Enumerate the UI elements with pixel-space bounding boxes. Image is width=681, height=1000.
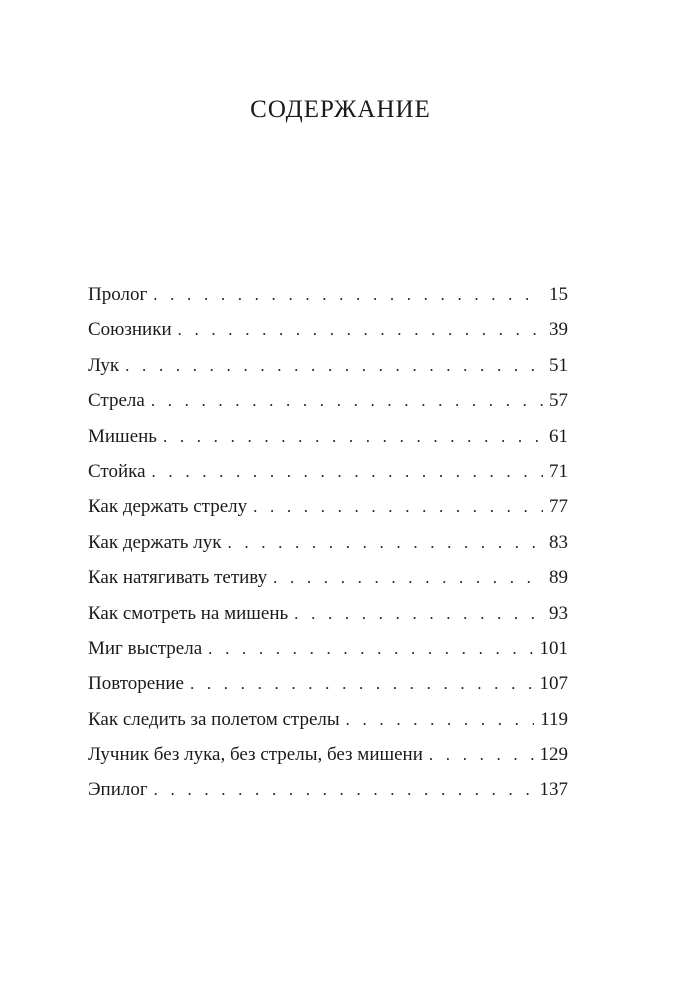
toc-entry[interactable] <box>88 779 568 814</box>
toc-entry-label: Лучник без лука, без стрелы, без мишени <box>88 744 423 766</box>
toc-entry-label: Как держать стрелу <box>88 496 248 518</box>
toc-entry-page: 89 <box>549 567 568 589</box>
toc-entry-label: Пролог <box>88 284 148 305</box>
toc-entry[interactable] <box>88 461 568 496</box>
toc-entry-label: Мишень <box>88 425 157 447</box>
dot-leader <box>294 604 543 624</box>
dot-leader <box>125 356 543 376</box>
toc-entry-label: Как следить за полетом стрелы <box>88 708 340 730</box>
toc-entry[interactable] <box>88 390 568 425</box>
toc-entry-label: Лук <box>88 354 120 376</box>
toc-entry-label: Стрела <box>88 390 145 412</box>
toc-entry[interactable] <box>88 496 568 531</box>
toc-entry-page: 107 <box>539 673 568 695</box>
toc-entry-label: Союзники <box>88 319 172 341</box>
dot-leader <box>346 710 535 730</box>
toc-entry-page: 61 <box>549 425 568 447</box>
toc-entry-label: Как натягивать тетиву <box>88 567 268 589</box>
toc-entry[interactable] <box>88 638 568 673</box>
dot-leader <box>152 462 543 482</box>
toc-entry-page: 57 <box>549 390 568 412</box>
dot-leader <box>163 427 543 447</box>
toc-entry-page: 15 <box>549 284 568 305</box>
toc-entry-page: 129 <box>539 744 568 766</box>
table-of-contents <box>88 284 568 815</box>
dot-leader <box>253 497 543 517</box>
toc-entry[interactable] <box>88 744 568 779</box>
toc-entry-page: 71 <box>549 460 568 482</box>
toc-entry[interactable] <box>88 709 568 744</box>
toc-entry-page: 137 <box>539 779 568 801</box>
dot-leader <box>154 780 534 800</box>
toc-entry-page: 93 <box>549 602 568 624</box>
dot-leader <box>190 674 534 694</box>
toc-entry[interactable] <box>88 603 568 638</box>
toc-entry-label: Миг выстрела <box>88 637 203 659</box>
toc-entry[interactable] <box>88 673 568 708</box>
dot-leader <box>273 568 543 588</box>
dot-leader <box>227 533 543 553</box>
toc-entry-page: 83 <box>549 531 568 553</box>
dot-leader <box>153 285 543 305</box>
toc-entry-label: Повторение <box>88 673 184 695</box>
toc-entry-page: 101 <box>539 637 568 659</box>
toc-entry-label: Эпилог <box>88 779 148 801</box>
dot-leader <box>151 391 543 411</box>
toc-entry[interactable] <box>88 567 568 602</box>
toc-entry-page: 39 <box>549 319 568 341</box>
toc-entry[interactable] <box>88 319 568 354</box>
toc-entry-page: 77 <box>549 496 568 518</box>
toc-entry[interactable] <box>88 284 568 319</box>
page-title: СОДЕРЖАНИЕ <box>250 96 431 123</box>
dot-leader <box>429 745 534 765</box>
toc-entry-page: 51 <box>549 354 568 376</box>
toc-entry[interactable] <box>88 355 568 390</box>
toc-entry[interactable] <box>88 532 568 567</box>
toc-entry-page: 119 <box>540 708 568 730</box>
toc-entry-label: Как держать лук <box>88 531 222 553</box>
toc-entry-label: Как смотреть на мишень <box>88 602 289 624</box>
toc-entry-label: Стойка <box>88 460 146 482</box>
dot-leader <box>208 639 533 659</box>
dot-leader <box>178 320 543 340</box>
toc-entry[interactable] <box>88 426 568 461</box>
